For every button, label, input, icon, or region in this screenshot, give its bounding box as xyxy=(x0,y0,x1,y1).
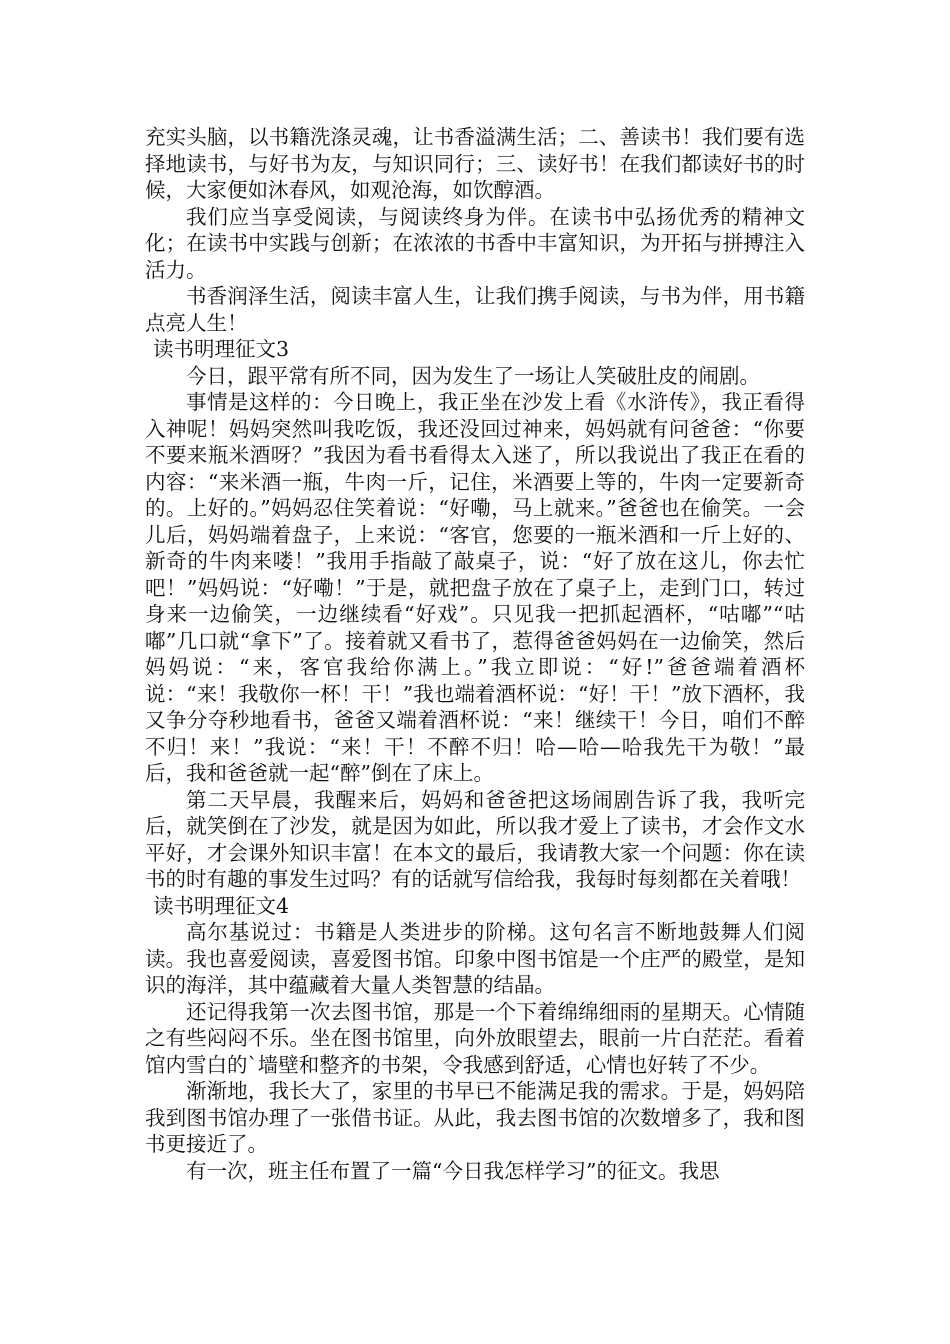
paragraph: 事情是这样的：今日晚上，我正坐在沙发上看《水浒传》，我正看得入神呢！妈妈突然叫我吃饭，我还没回过神来，妈妈就有问爸爸：“你要不要来瓶米酒呀？”我因为看书看得太入迷了，所以我说出了我正在看的内容：“来米酒一瓶，牛肉一斤，记住，米酒要上等的，牛肉一定要新奇的。上好的。”妈妈忍住笑着说：“好嘞，马上就来。”爸爸也在偷笑。一会儿后，妈妈端着盘子，上来说：“客官，您要的一瓶米酒和一斤上好的、新奇的牛肉来喽！”我用手指敲了敲桌子，说：“好了放在这儿，你去忙吧！”妈妈说：“好嘞！”于是，就把盘子放在了桌子上，走到门口，转过身来一边偷笑，一边继续看“好戏”。只见我一把抓起酒杯，“咕嘟”“咕嘟”几口就“拿下”了。接着就又看书了，惹得爸爸妈妈在一边偷笑，然后妈妈说：“来，客官我给你满上。”我立即说：“好!”爸爸端着酒杯说：“来！我敬你一杯！干！”我也端着酒杯说：“好！干！”放下酒杯，我又争分夺秒地看书，爸爸又端着酒杯说：“来！继续干！今日，咱们不醉不归！来！”我说：“来！干！不醉不归！哈—哈—哈我先干为敬！”最后，我和爸爸就一起“醉”倒在了床上。 xyxy=(145,390,805,785)
paragraph: 今日，跟平常有所不同，因为发生了一场让人笑破肚皮的闹剧。 xyxy=(186,363,760,388)
section-heading: 读书明理征文4 xyxy=(153,893,290,918)
paragraph: 渐渐地，我长大了，家里的书早已不能满足我的需求。于是，妈妈陪我到图书馆办理了一张借书证。从此，我去图书馆的次数增多了，我和图书更接近了。 xyxy=(145,1079,805,1156)
document-page xyxy=(145,124,805,1184)
section-heading: 读书明理征文3 xyxy=(153,337,290,361)
paragraph: 第二天早晨，我醒来后，妈妈和爸爸把这场闹剧告诉了我，我听完后，就笑倒在了沙发，就是因为如此，所以我才爱上了读书，才会作文水平好，才会课外知识丰富！在本文的最后，我请教大家一个问题：你在读书的时有趣的事发生过吗？有的话就写信给我，我每时每刻都在关着哦！ xyxy=(145,787,805,891)
paragraph: 有一次，班主任布置了一篇“今日我怎样学习”的征文。我思 xyxy=(186,1158,720,1183)
paragraph: 书香润泽生活，阅读丰富人生，让我们携手阅读，与书为伴，用书籍点亮人生！ xyxy=(145,284,805,335)
paragraph: 高尔基说过：书籍是人类进步的阶梯。这句名言不断地鼓舞人们阅读。我也喜爱阅读，喜爱图书馆。印象中图书馆是一个庄严的殿堂，是知识的海洋，其中蕴藏着大量人类智慧的结晶。 xyxy=(145,920,805,997)
paragraph: 我们应当享受阅读，与阅读终身为伴。在读书中弘扬优秀的精神文化；在读书中实践与创新；在浓浓的书香中丰富知识，为开拓与拼搏注入活力。 xyxy=(145,204,805,282)
paragraph: 充实头脑，以书籍洗涤灵魂，让书香溢满生活；二、善读书！我们要有选择地读书，与好书为友，与知识同行；三、读好书！在我们都读好书的时候，大家便如沐春风，如观沧海，如饮醇酒。 xyxy=(145,125,805,202)
paragraph: 还记得我第一次去图书馆，那是一个下着绵绵细雨的星期天。心情随之有些闷闷不乐。坐在图书馆里，向外放眼望去，眼前一片白茫茫。看着馆内雪白的`墙壁和整齐的书架，令我感到舒适，心情也好转了不少。 xyxy=(145,999,805,1077)
